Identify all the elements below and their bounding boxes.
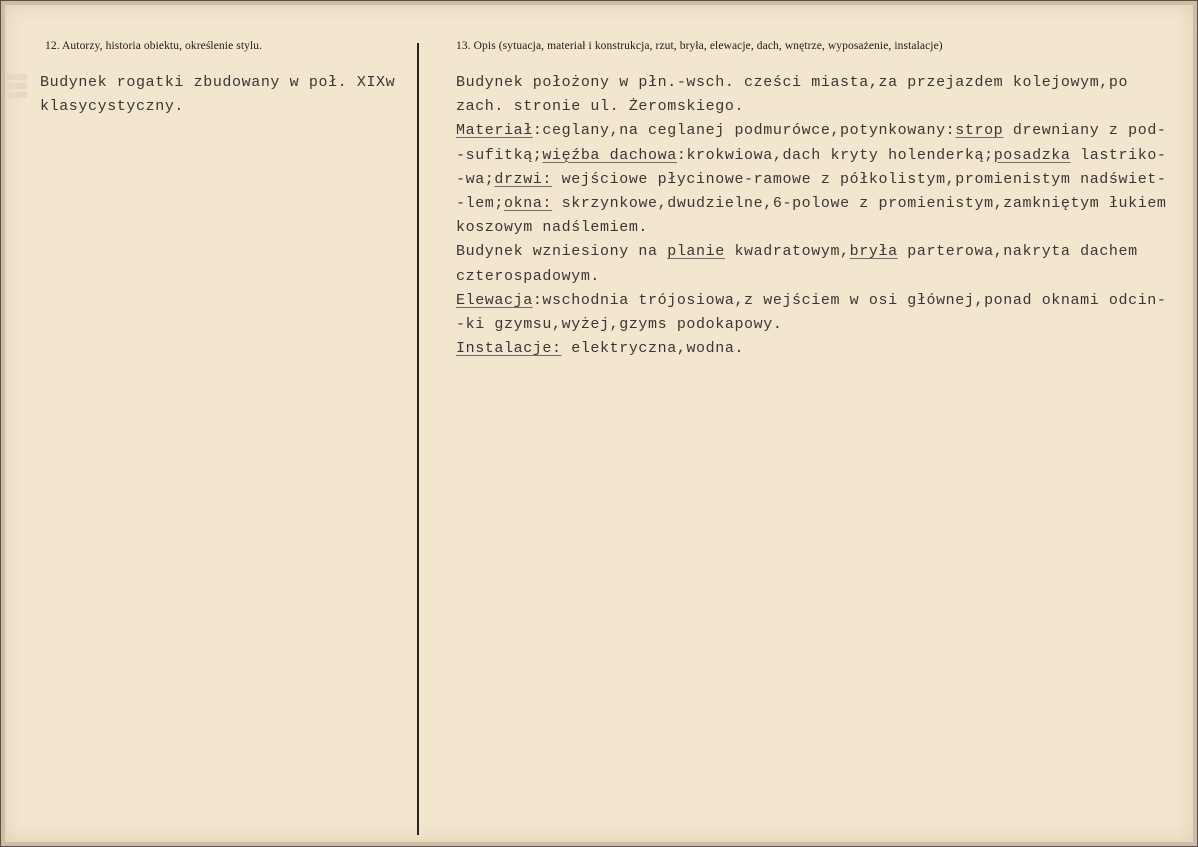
typed-text-run: -wa; bbox=[456, 170, 495, 188]
field-13-line bbox=[456, 216, 1167, 240]
typed-text-run: czterospadowym. bbox=[456, 267, 601, 285]
typed-text-run: elektryczna,wodna. bbox=[561, 340, 745, 358]
typed-text-run: skrzynkowe,dwudzielne,6-polowe z promienistym,zamkniętym łukiem bbox=[552, 195, 1167, 213]
field-13-typed-text bbox=[456, 71, 1167, 361]
underlined-keyword: strop bbox=[955, 122, 1004, 140]
bleed-through-marks bbox=[7, 71, 27, 111]
underlined-keyword: Elewacja bbox=[456, 291, 533, 309]
typed-text-run: lastriko- bbox=[1070, 146, 1167, 164]
underlined-keyword: Instalacje: bbox=[456, 340, 562, 358]
column-divider bbox=[417, 43, 419, 835]
field-13-line bbox=[456, 265, 1167, 289]
underlined-keyword: drzwi: bbox=[494, 170, 553, 188]
field-13-line bbox=[456, 144, 1167, 168]
field-13-line bbox=[456, 71, 1167, 95]
typed-text-run: :ceglany,na ceglanej podmurówce,potynkowany: bbox=[532, 122, 956, 140]
field-13-line bbox=[456, 119, 1167, 143]
underlined-keyword: bryła bbox=[849, 243, 898, 261]
typed-text-run: :wschodnia trójosiowa,z wejściem w osi głównej,ponad oknami odcin- bbox=[532, 291, 1167, 309]
field-13-line bbox=[456, 168, 1167, 192]
typed-text-run: :krokwiowa,dach kryty holenderką; bbox=[676, 146, 994, 164]
field-13-line bbox=[456, 289, 1167, 313]
typed-text-run: Budynek położony w płn.-wsch. cześci miasta,za przejazdem kolejowym,po bbox=[456, 74, 1129, 91]
underlined-keyword: posadzka bbox=[993, 146, 1071, 164]
underlined-keyword: więźba dachowa bbox=[542, 146, 677, 164]
underlined-keyword: Materiał bbox=[456, 122, 533, 140]
typed-text-run: drewniany z pod- bbox=[1003, 122, 1167, 140]
typed-text-run: zach. stronie ul. Żeromskiego. bbox=[456, 98, 745, 116]
typed-text-run: wejściowe płycinowe-ramowe z półkolistym,promienistym nadświet- bbox=[552, 170, 1167, 188]
field-13-line bbox=[456, 95, 1167, 119]
typed-text-run: kwadratowym, bbox=[724, 243, 850, 261]
field-13-line bbox=[456, 337, 1167, 361]
field-12-line: Budynek rogatki zbudowany w poł. XIXw bbox=[40, 74, 396, 91]
underlined-keyword: planie bbox=[667, 243, 725, 261]
typed-text-run: Budynek wzniesiony na bbox=[456, 243, 668, 261]
typed-text-run: koszowym nadślemiem. bbox=[456, 219, 649, 237]
field-12-typed-text bbox=[40, 71, 395, 119]
underlined-keyword: okna: bbox=[504, 195, 553, 213]
typed-text-run: -lem; bbox=[456, 195, 505, 213]
field-12-line: klasycystyczny. bbox=[40, 98, 185, 116]
field-13-line bbox=[456, 192, 1167, 216]
field-13-line bbox=[456, 313, 1167, 337]
typed-text-run: -ki gzymsu,wyżej,gzyms podokapowy. bbox=[456, 316, 783, 334]
field-13-label: 13. Opis (sytuacja, materiał i konstrukcja, rzut, bryła, elewacje, dach, wnętrze, wyposażenie, instalacje) bbox=[456, 40, 943, 52]
field-13-line bbox=[456, 240, 1167, 264]
typed-text-run: parterowa,nakryta dachem bbox=[897, 243, 1138, 261]
field-12-label: 12. Autorzy, historia obiektu, określenie stylu. bbox=[45, 40, 263, 52]
typed-text-run: -sufitką; bbox=[456, 146, 543, 164]
